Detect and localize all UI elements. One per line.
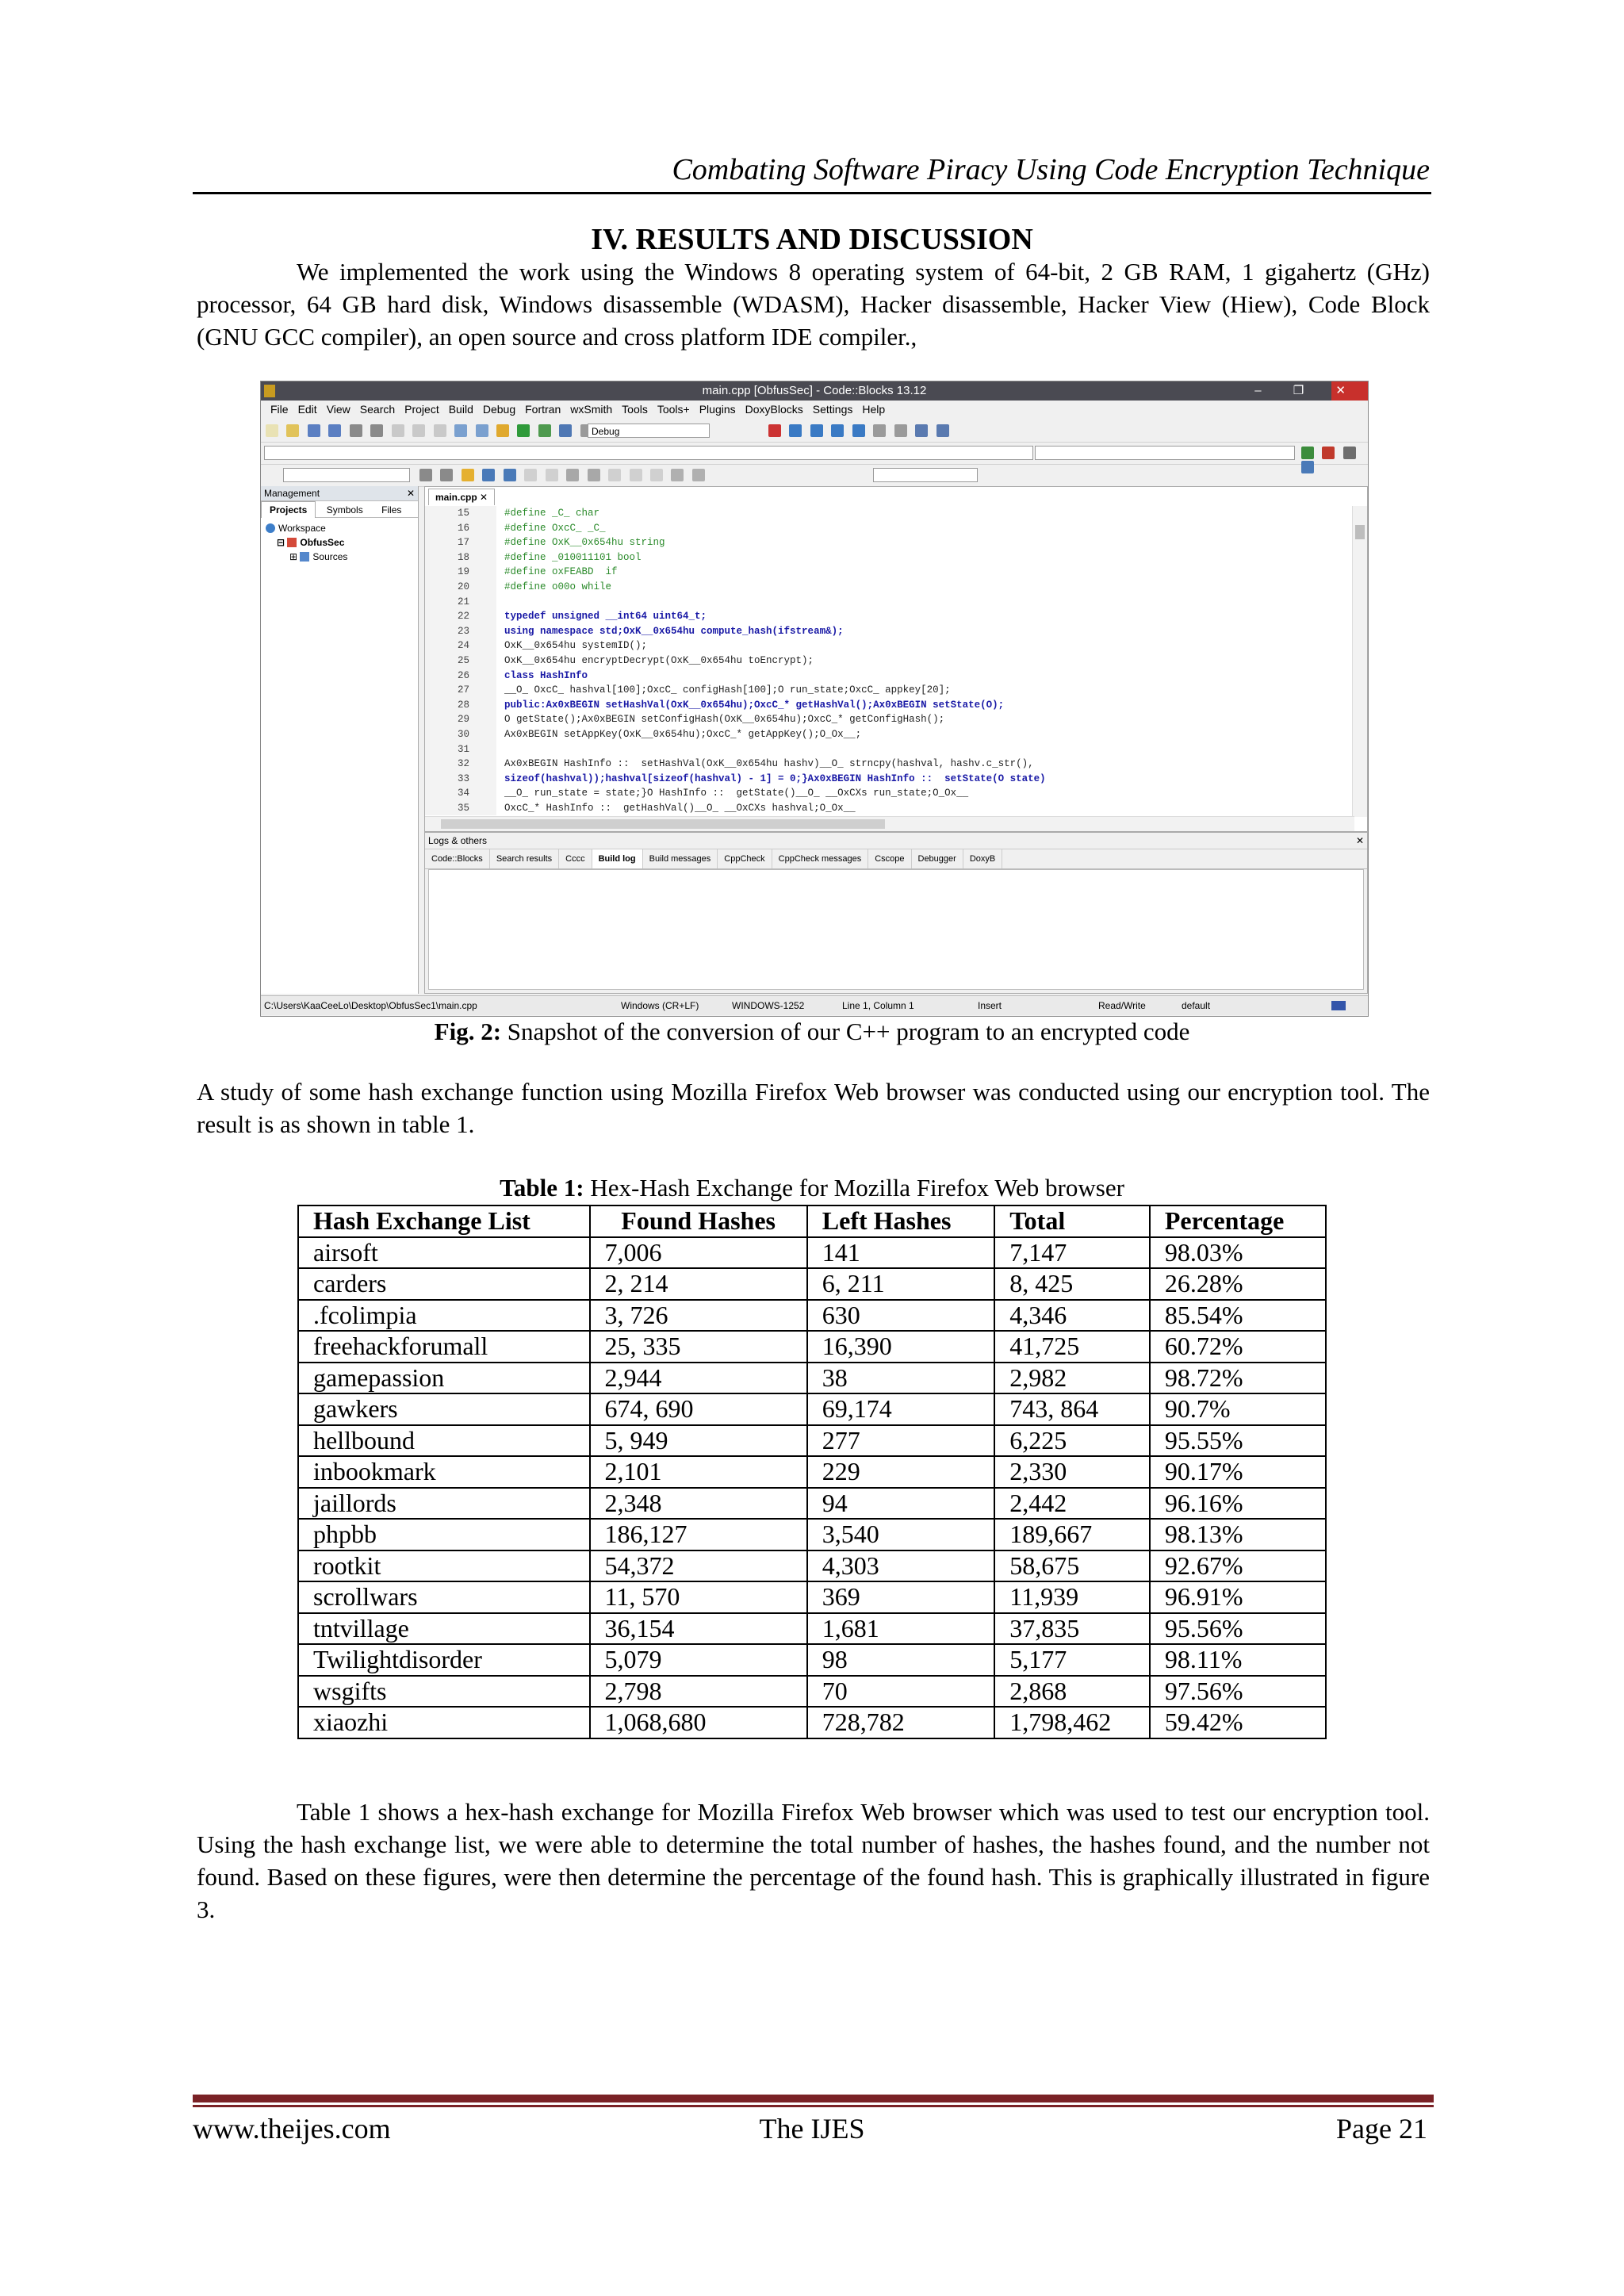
- code-line[interactable]: typedef unsigned __int64 uint64_t;: [504, 611, 707, 623]
- status-encoding: WINDOWS-1252: [732, 1000, 805, 1011]
- line-number: 18: [457, 551, 469, 563]
- line-number: 35: [457, 802, 469, 814]
- table-cell: 8, 425: [994, 1268, 1150, 1300]
- table-row: [298, 1519, 1326, 1550]
- table-cell: 141: [807, 1237, 994, 1269]
- debug-icon[interactable]: [768, 424, 781, 437]
- line-number: 26: [457, 669, 469, 681]
- log-tab[interactable]: CppCheck messages: [772, 849, 869, 868]
- menu-item[interactable]: Fortran: [525, 403, 561, 416]
- table-cell: 70: [807, 1676, 994, 1708]
- status-mode: Insert: [978, 1000, 1002, 1011]
- table-cell: 6,225: [994, 1425, 1150, 1457]
- run-icon[interactable]: [517, 424, 530, 437]
- line-gutter: [425, 506, 496, 815]
- build-target-select[interactable]: Debug: [588, 424, 710, 438]
- code-line[interactable]: #define OxK__0x654hu string: [504, 537, 665, 549]
- table-cell: 25, 335: [590, 1331, 807, 1363]
- code-line[interactable]: OxcC_* HashInfo :: getHashVal()__O_ __OxCXs hashval;O_Ox__: [504, 802, 856, 814]
- folder-icon: [300, 552, 309, 562]
- toolbar-code-completion: [261, 442, 1368, 465]
- line-number: 27: [457, 684, 469, 696]
- comment-icon[interactable]: [1343, 447, 1356, 459]
- table-cell: 2,944: [590, 1363, 807, 1394]
- table-cell: xiaozhi: [298, 1707, 590, 1738]
- table-cell: 95.55%: [1150, 1425, 1326, 1457]
- table-cell: 7,006: [590, 1237, 807, 1269]
- table-cell: 16,390: [807, 1331, 994, 1363]
- line-number: 23: [457, 625, 469, 637]
- hash-exchange-table: [297, 1205, 1327, 1739]
- table-cell: 6, 211: [807, 1268, 994, 1300]
- status-path: C:\Users\KaaCeeLo\Desktop\ObfusSec1\main.cpp: [264, 1000, 477, 1011]
- table-cell: 85.54%: [1150, 1300, 1326, 1332]
- table-cell: 38: [807, 1363, 994, 1394]
- log-tab[interactable]: Cccc: [559, 849, 592, 868]
- line-number: 20: [457, 581, 469, 592]
- ide-screenshot: [260, 381, 1369, 1017]
- paste-icon[interactable]: [434, 424, 446, 437]
- table-cell: 2,101: [590, 1456, 807, 1488]
- zoom-in-icon[interactable]: [630, 469, 642, 481]
- scroll-thumb[interactable]: [441, 819, 885, 829]
- table-cell: jaillords: [298, 1488, 590, 1520]
- log-tab[interactable]: Search results: [490, 849, 559, 868]
- management-header: [261, 486, 418, 501]
- panel-icon[interactable]: [608, 469, 621, 481]
- table-row: [298, 1393, 1326, 1425]
- table-row: [298, 1237, 1326, 1269]
- paragraph-analysis: Table 1 shows a hex-hash exchange for Mozilla Firefox Web browser which was used to test our encryption tool. Using the hash exchange list, we were able to determine the total number of hashes, the hashes found, and the number not found. Based on these figures, were then determine the percentage of the found hash. This is graphically illustrated in figure 3.: [197, 1798, 1430, 1923]
- tree-item-project[interactable]: ⊟ ObfusSec: [277, 537, 345, 548]
- menu-item[interactable]: Tools: [622, 403, 648, 416]
- table-cell: 96.91%: [1150, 1581, 1326, 1613]
- select-icon[interactable]: [524, 469, 537, 481]
- line-number: 21: [457, 596, 469, 608]
- table-cell: 1,798,462: [994, 1707, 1150, 1738]
- table-cell: 36,154: [590, 1613, 807, 1645]
- menu-item[interactable]: Plugins: [699, 403, 736, 416]
- col-left-hashes: Left Hashes: [807, 1205, 994, 1237]
- language-flag-icon: [1331, 1001, 1346, 1010]
- step-out-icon[interactable]: [852, 424, 865, 437]
- italic-icon[interactable]: [504, 469, 516, 481]
- search-combo[interactable]: [283, 468, 410, 482]
- editor[interactable]: [424, 486, 1368, 832]
- table-cell: 98: [807, 1644, 994, 1676]
- code-line[interactable]: Ax0xBEGIN HashInfo :: setHashVal(OxK__0x654hu hashv)__O_ strncpy(hashval, hashv.c_str(),: [504, 758, 1034, 770]
- table-cell: 186,127: [590, 1519, 807, 1550]
- header-rule: [193, 192, 1431, 194]
- log-tabs: [425, 849, 1367, 869]
- status-bar: [261, 995, 1368, 1015]
- paragraph-study: A study of some hash exchange function using Mozilla Firefox Web browser was conducted using our encryption tool. The result is as shown in table 1.: [197, 1078, 1430, 1138]
- menu-item[interactable]: Edit: [297, 403, 317, 416]
- ide-titlebar: [261, 381, 1368, 401]
- code-line[interactable]: __O_ run_state = state;}O HashInfo :: getState()__O_ __OxCXs run_state;O_Ox__: [504, 788, 969, 799]
- table-cell: freehackforumall: [298, 1331, 590, 1363]
- step-into-icon[interactable]: [831, 424, 844, 437]
- table-cell: 2,798: [590, 1676, 807, 1708]
- table-cell: 98.03%: [1150, 1237, 1326, 1269]
- table-cell: 277: [807, 1425, 994, 1457]
- table-cell: wsgifts: [298, 1676, 590, 1708]
- back-icon[interactable]: [419, 469, 432, 481]
- footer-rule-thin: [193, 2105, 1434, 2107]
- figure-label: Fig. 2:: [434, 1018, 502, 1045]
- menu-item[interactable]: wxSmith: [570, 403, 613, 416]
- line-number: 25: [457, 654, 469, 666]
- logs-header: [425, 833, 1367, 849]
- code-line[interactable]: O getState();Ax0xBEGIN setConfigHash(OxK__0x654hu);OxcC_* getConfigHash();: [504, 714, 945, 726]
- table-cell: 5,079: [590, 1644, 807, 1676]
- build-run-icon[interactable]: [538, 424, 551, 437]
- table-cell: 11,939: [994, 1581, 1150, 1613]
- footer-page-number: Page 21: [1336, 2113, 1427, 2145]
- table-cell: 92.67%: [1150, 1550, 1326, 1582]
- table-cell: 5,177: [994, 1644, 1150, 1676]
- run-to-cursor-icon[interactable]: [789, 424, 802, 437]
- table-caption-text: Hex-Hash Exchange for Mozilla Firefox Web browser: [584, 1174, 1124, 1202]
- code-line[interactable]: __O_ OxcC_ hashval[100];OxcC_ configHash[100];O run_state;OxcC_ appkey[20];: [504, 684, 951, 696]
- table-cell: 90.7%: [1150, 1393, 1326, 1425]
- log-tab[interactable]: Build messages: [643, 849, 718, 868]
- menu-item[interactable]: Search: [359, 403, 396, 416]
- footer-journal: The IJES: [759, 2113, 865, 2145]
- code-line[interactable]: #define o00o while: [504, 581, 612, 592]
- code-lines[interactable]: [504, 506, 1046, 815]
- function-select[interactable]: [1035, 446, 1295, 460]
- management-tabs: [261, 501, 418, 518]
- workspace-icon: [266, 523, 275, 533]
- tab-files[interactable]: Files: [381, 504, 402, 516]
- copy-icon[interactable]: [412, 424, 425, 437]
- table-cell: 5, 949: [590, 1425, 807, 1457]
- line-number: 29: [457, 714, 469, 726]
- code-line[interactable]: #define oxFEABD if: [504, 566, 618, 578]
- col-found-hashes: Found Hashes: [590, 1205, 807, 1237]
- figure-caption: [193, 1016, 1431, 1048]
- table-cell: 69,174: [807, 1393, 994, 1425]
- table-cell: 2,868: [994, 1676, 1150, 1708]
- table-cell: 674, 690: [590, 1393, 807, 1425]
- menu-item[interactable]: Project: [404, 403, 439, 416]
- log-tab[interactable]: CppCheck: [718, 849, 772, 868]
- rebuild-icon[interactable]: [559, 424, 572, 437]
- table-row: [298, 1613, 1326, 1645]
- table-row: [298, 1488, 1326, 1520]
- footer-website: www.theijes.com: [193, 2113, 391, 2145]
- table-cell: 59.42%: [1150, 1707, 1326, 1738]
- table-row: [298, 1268, 1326, 1300]
- line-number: 30: [457, 728, 469, 740]
- table-caption: [193, 1172, 1431, 1204]
- code-line[interactable]: Ax0xBEGIN setAppKey(OxK__0x654hu);OxcC_* getAppKey();O_Ox__;: [504, 728, 862, 740]
- table-cell: 4,303: [807, 1550, 994, 1582]
- management-panel: [261, 486, 419, 994]
- tree-item-sources[interactable]: ⊞ Sources: [289, 551, 348, 562]
- table-cell: 3,540: [807, 1519, 994, 1550]
- menu-item[interactable]: Debug: [482, 403, 516, 416]
- code-area[interactable]: [425, 506, 1353, 815]
- table-row: [298, 1707, 1326, 1738]
- table-cell: hellbound: [298, 1425, 590, 1457]
- redo-icon[interactable]: [370, 424, 383, 437]
- table-row: [298, 1363, 1326, 1394]
- code-line[interactable]: class HashInfo: [504, 669, 588, 681]
- table-cell: scrollwars: [298, 1581, 590, 1613]
- table-cell: 58,675: [994, 1550, 1150, 1582]
- col-total: Total: [994, 1205, 1150, 1237]
- logs-label: Logs & others: [428, 835, 488, 846]
- section-title: IV. RESULTS AND DISCUSSION: [591, 223, 1033, 256]
- table-row: [298, 1676, 1326, 1708]
- code-line[interactable]: OxK__0x654hu encryptDecrypt(OxK__0x654hu toEncrypt);: [504, 654, 814, 666]
- menu-item[interactable]: Help: [862, 403, 886, 416]
- table-cell: 229: [807, 1456, 994, 1488]
- table-row: [298, 1300, 1326, 1332]
- line-number: 34: [457, 788, 469, 799]
- table-cell: 369: [807, 1581, 994, 1613]
- table-cell: 26.28%: [1150, 1268, 1326, 1300]
- table-cell: 189,667: [994, 1519, 1150, 1550]
- bookmark-icon[interactable]: [1322, 447, 1335, 459]
- scope-select[interactable]: [264, 446, 1033, 460]
- project-tree: [261, 518, 418, 567]
- code-line[interactable]: [504, 742, 1046, 757]
- table-cell: carders: [298, 1268, 590, 1300]
- close-icon[interactable]: ✕: [406, 488, 415, 499]
- log-output: [428, 869, 1364, 990]
- code-line[interactable]: #define _010011101 bool: [504, 551, 642, 563]
- table-cell: 3, 726: [590, 1300, 807, 1332]
- line-number: 22: [457, 611, 469, 623]
- table-cell: rootkit: [298, 1550, 590, 1582]
- log-tab[interactable]: Build log: [592, 849, 643, 868]
- table-row: [298, 1425, 1326, 1457]
- log-tab[interactable]: Debugger: [912, 849, 963, 868]
- menu-item[interactable]: DoxyBlocks: [745, 403, 803, 416]
- ide-menubar: [261, 401, 1368, 418]
- table-cell: airsoft: [298, 1237, 590, 1269]
- menu-item[interactable]: Settings: [812, 403, 853, 416]
- status-access: Read/Write: [1098, 1000, 1146, 1011]
- build-icon[interactable]: [496, 424, 509, 437]
- table-cell: inbookmark: [298, 1456, 590, 1488]
- table-cell: 90.17%: [1150, 1456, 1326, 1488]
- line-number: 28: [457, 699, 469, 711]
- window-controls[interactable]: – ❐ ✕: [1254, 384, 1360, 397]
- next-line-icon[interactable]: [810, 424, 823, 437]
- table-cell: 2,982: [994, 1363, 1150, 1394]
- code-line[interactable]: sizeof(hashval));hashval[sizeof(hashval) - 1] = 0;}Ax0xBEGIN HashInfo :: setState(O state): [504, 772, 1046, 784]
- table-row: [298, 1550, 1326, 1582]
- col-hash-exchange-list: Hash Exchange List: [298, 1205, 590, 1237]
- table-cell: 98.13%: [1150, 1519, 1326, 1550]
- tree-item-workspace[interactable]: Workspace: [266, 521, 413, 535]
- footer-rule: [193, 2095, 1434, 2102]
- line-number: 17: [457, 537, 469, 549]
- table-cell: 2,330: [994, 1456, 1150, 1488]
- code-line[interactable]: using namespace std;OxK__0x654hu compute_hash(ifstream&);: [504, 625, 844, 637]
- table-cell: 1,068,680: [590, 1707, 807, 1738]
- horizontal-scrollbar[interactable]: [425, 816, 1354, 831]
- table-cell: 37,835: [994, 1613, 1150, 1645]
- table-cell: 2,442: [994, 1488, 1150, 1520]
- menu-item[interactable]: Build: [448, 403, 473, 416]
- bold-icon[interactable]: [482, 469, 495, 481]
- code-line[interactable]: #define _C_ char: [504, 508, 600, 519]
- pause-icon[interactable]: [873, 424, 886, 437]
- table-cell: 630: [807, 1300, 994, 1332]
- table-cell: 97.56%: [1150, 1676, 1326, 1708]
- stop-icon[interactable]: [894, 424, 907, 437]
- symbol-combo[interactable]: [873, 468, 978, 482]
- image-icon[interactable]: [566, 469, 579, 481]
- table-cell: 94: [807, 1488, 994, 1520]
- save-all-icon[interactable]: [328, 424, 341, 437]
- menu-item[interactable]: View: [326, 403, 350, 416]
- status-profile: default: [1182, 1000, 1211, 1011]
- table-cell: Twilightdisorder: [298, 1644, 590, 1676]
- table-cell: gamepassion: [298, 1363, 590, 1394]
- table-cell: 98.11%: [1150, 1644, 1326, 1676]
- toolbar-editor: [261, 464, 1368, 487]
- status-position: Line 1, Column 1: [842, 1000, 914, 1011]
- table-cell: 95.56%: [1150, 1613, 1326, 1645]
- table-row: [298, 1456, 1326, 1488]
- management-label: Management: [264, 488, 320, 499]
- table-cell: 7,147: [994, 1237, 1150, 1269]
- line-number: 32: [457, 758, 469, 770]
- editor-tab[interactable]: main.cpp ✕: [428, 489, 495, 505]
- table-cell: 2, 214: [590, 1268, 807, 1300]
- paragraph-setup: We implemented the work using the Windows 8 operating system of 64-bit, 2 GB RAM, 1 gigahertz (GHz) processor, 64 GB hard disk, Windows disassemble (WDASM), Hacker disassemble, Hacker View (Hiew), Code Block (GNU GCC compiler), an open source and cross platform IDE compiler.,: [197, 258, 1430, 351]
- menu-item[interactable]: File: [270, 403, 289, 416]
- code-line[interactable]: OxK__0x654hu systemID();: [504, 640, 648, 652]
- table-cell: tntvillage: [298, 1613, 590, 1645]
- rect-icon[interactable]: [546, 469, 558, 481]
- tab-projects[interactable]: Projects: [261, 501, 316, 518]
- project-icon: [287, 538, 297, 547]
- table-cell: gawkers: [298, 1393, 590, 1425]
- info-icon[interactable]: [936, 424, 949, 437]
- line-number: 19: [457, 566, 469, 578]
- log-tab[interactable]: DoxyB: [963, 849, 1002, 868]
- close-icon[interactable]: ✕: [480, 492, 488, 503]
- snippet-icon[interactable]: [671, 469, 684, 481]
- highlight-icon[interactable]: [462, 469, 474, 481]
- line-number: 33: [457, 772, 469, 784]
- layout-icon[interactable]: [588, 469, 600, 481]
- save-icon[interactable]: [308, 424, 320, 437]
- menu-item[interactable]: Tools+: [657, 403, 690, 416]
- jump-icon[interactable]: [1301, 447, 1314, 459]
- find-icon[interactable]: [454, 424, 467, 437]
- ide-window-title: main.cpp [ObfusSec] - Code::Blocks 13.12: [702, 384, 927, 397]
- line-number: 31: [457, 743, 469, 755]
- table-row: [298, 1644, 1326, 1676]
- table-cell: 98.72%: [1150, 1363, 1326, 1394]
- toolbar-main: [261, 420, 1368, 443]
- table-cell: 1,681: [807, 1613, 994, 1645]
- close-icon[interactable]: ✕: [1355, 835, 1364, 846]
- log-tab[interactable]: Code::Blocks: [425, 849, 490, 868]
- replace-icon[interactable]: [476, 424, 488, 437]
- undo-icon[interactable]: [350, 424, 362, 437]
- table-cell: 60.72%: [1150, 1331, 1326, 1363]
- table-label: Table 1:: [500, 1174, 584, 1202]
- status-eol: Windows (CR+LF): [621, 1000, 699, 1011]
- tab-symbols[interactable]: Symbols: [326, 504, 363, 516]
- table-cell: .fcolimpia: [298, 1300, 590, 1332]
- scroll-thumb[interactable]: [1355, 525, 1365, 539]
- line-number: 24: [457, 640, 469, 652]
- table-row: [298, 1331, 1326, 1363]
- running-header: Combating Software Piracy Using Code Encryption Technique: [672, 153, 1430, 186]
- table-cell: 728,782: [807, 1707, 994, 1738]
- table-cell: 4,346: [994, 1300, 1150, 1332]
- table-cell: phpbb: [298, 1519, 590, 1550]
- line-number: 16: [457, 522, 469, 534]
- debug-windows-icon[interactable]: [915, 424, 928, 437]
- table-cell: 743, 864: [994, 1393, 1150, 1425]
- code-line[interactable]: [504, 595, 1046, 610]
- table-cell: 11, 570: [590, 1581, 807, 1613]
- table-cell: 41,725: [994, 1331, 1150, 1363]
- table-cell: 54,372: [590, 1550, 807, 1582]
- code-line[interactable]: public:Ax0xBEGIN setHashVal(OxK__0x654hu);OxcC_* getHashVal();Ax0xBEGIN setState(O);: [504, 699, 1005, 711]
- cut-icon[interactable]: [392, 424, 404, 437]
- figure-caption-text: Snapshot of the conversion of our C++ program to an encrypted code: [501, 1018, 1190, 1045]
- logs-panel: [424, 832, 1368, 994]
- table-header-row: [298, 1205, 1326, 1237]
- log-tab[interactable]: Cscope: [868, 849, 911, 868]
- table-row: [298, 1581, 1326, 1613]
- table-cell: 2,348: [590, 1488, 807, 1520]
- new-file-icon[interactable]: [266, 424, 278, 437]
- forward-icon[interactable]: [440, 469, 453, 481]
- vertical-scrollbar[interactable]: [1352, 506, 1367, 817]
- line-number: 15: [457, 508, 469, 519]
- col-percentage: Percentage: [1150, 1205, 1326, 1237]
- open-folder-icon[interactable]: [286, 424, 299, 437]
- table-cell: 96.16%: [1150, 1488, 1326, 1520]
- symbol-icon[interactable]: [692, 469, 705, 481]
- code-line[interactable]: #define OxcC_ _C_: [504, 522, 606, 534]
- zoom-out-icon[interactable]: [650, 469, 663, 481]
